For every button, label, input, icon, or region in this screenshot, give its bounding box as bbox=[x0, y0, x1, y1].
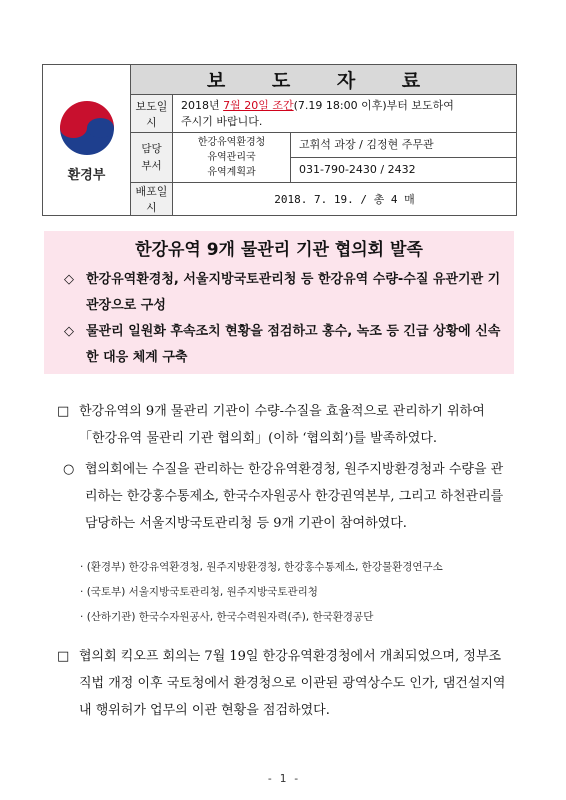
summary-bullet: ◇ 물관리 일원화 후속조치 현황을 점검하고 홍수, 녹조 등 긴급 상황에 신속한 대응 체계 구축 bbox=[64, 319, 512, 371]
distribution-label: 배포일시 bbox=[131, 183, 173, 216]
report-date-label: 보도일시 bbox=[131, 95, 173, 133]
dot-icon: · bbox=[80, 611, 84, 623]
ministry-logo-icon bbox=[60, 101, 114, 155]
member-item: · (산하기관) 한국수자원공사, 한국수력원자력(주), 한국환경공단 bbox=[80, 611, 374, 623]
paragraph-2: ○ 협의회에는 수질을 관리하는 한강유역환경청, 원주지방환경청과 수량을 관리하는 한강홍수통제소, 한국수자원공사 한강권역본부, 그리고 하천관리를 담당하는 서울지방국토관리청 등 9개 기관이 참여하였다. bbox=[85, 456, 511, 537]
circle-bullet-icon: ○ bbox=[63, 462, 75, 477]
dept-line: 한강유역환경청 bbox=[197, 137, 266, 148]
paragraph-3: □ 협의회 킥오프 회의는 7월 19일 한강유역환경청에서 개최되었으며, 정부조직법 개정 이후 국토청에서 환경청으로 이관된 광역상수도 인가, 댐건설지역내 행위허가 업무의 이관 현황을 점검하였다. bbox=[79, 643, 511, 724]
logo-cell bbox=[43, 65, 131, 216]
department-cell bbox=[173, 133, 291, 183]
paragraph-1: □ 한강유역의 9개 물관리 기관이 수량-수질을 효율적으로 관리하기 위하여 「한강유역 물관리 기관 협의회」(이하 ‘협의회’)를 발족하였다. bbox=[79, 398, 511, 452]
org-name: 환경부 bbox=[67, 168, 106, 183]
summary-box bbox=[44, 231, 514, 374]
contact-cell bbox=[291, 133, 517, 183]
dept-line: 유역관리국 bbox=[207, 152, 256, 163]
contact-phone: 031-790-2430 / 2432 bbox=[299, 163, 416, 176]
page-number: - 1 - bbox=[266, 772, 300, 785]
contact-dept-label: 담당 부서 bbox=[131, 133, 173, 183]
press-header-table bbox=[42, 64, 517, 216]
diamond-icon: ◇ bbox=[64, 324, 74, 339]
press-release-title: 보 도 자 료 bbox=[131, 65, 517, 95]
member-item: · (환경부) 한강유역환경청, 원주지방환경청, 한강홍수통제소, 한강물환경연구소 bbox=[80, 561, 443, 573]
dot-icon: · bbox=[80, 586, 84, 598]
report-date-value: 2018년 7월 20일 조간(7.19 18:00 이후)부터 보도하여 주시기 바랍니다. bbox=[173, 95, 517, 133]
square-bullet-icon: □ bbox=[57, 404, 70, 419]
contact-person: 고휘석 과장 / 김정현 주무관 bbox=[291, 133, 516, 158]
square-bullet-icon: □ bbox=[57, 649, 70, 664]
embargo-date: 7월 20일 조간 bbox=[223, 98, 294, 112]
diamond-icon: ◇ bbox=[64, 272, 74, 287]
distribution-value: 2018. 7. 19. / 총 4 매 bbox=[173, 183, 517, 216]
summary-bullets bbox=[64, 267, 512, 371]
summary-bullet: ◇ 한강유역환경청, 서울지방국토관리청 등 한강유역 수량-수질 유관기관 기관장으로 구성 bbox=[64, 267, 512, 319]
dept-line: 유역계획과 bbox=[207, 167, 256, 178]
member-item: · (국토부) 서울지방국토관리청, 원주지방국토관리청 bbox=[80, 586, 318, 598]
headline: 한강유역 9개 물관리 기관 협의회 발족 bbox=[135, 240, 423, 260]
dot-icon: · bbox=[80, 561, 84, 573]
